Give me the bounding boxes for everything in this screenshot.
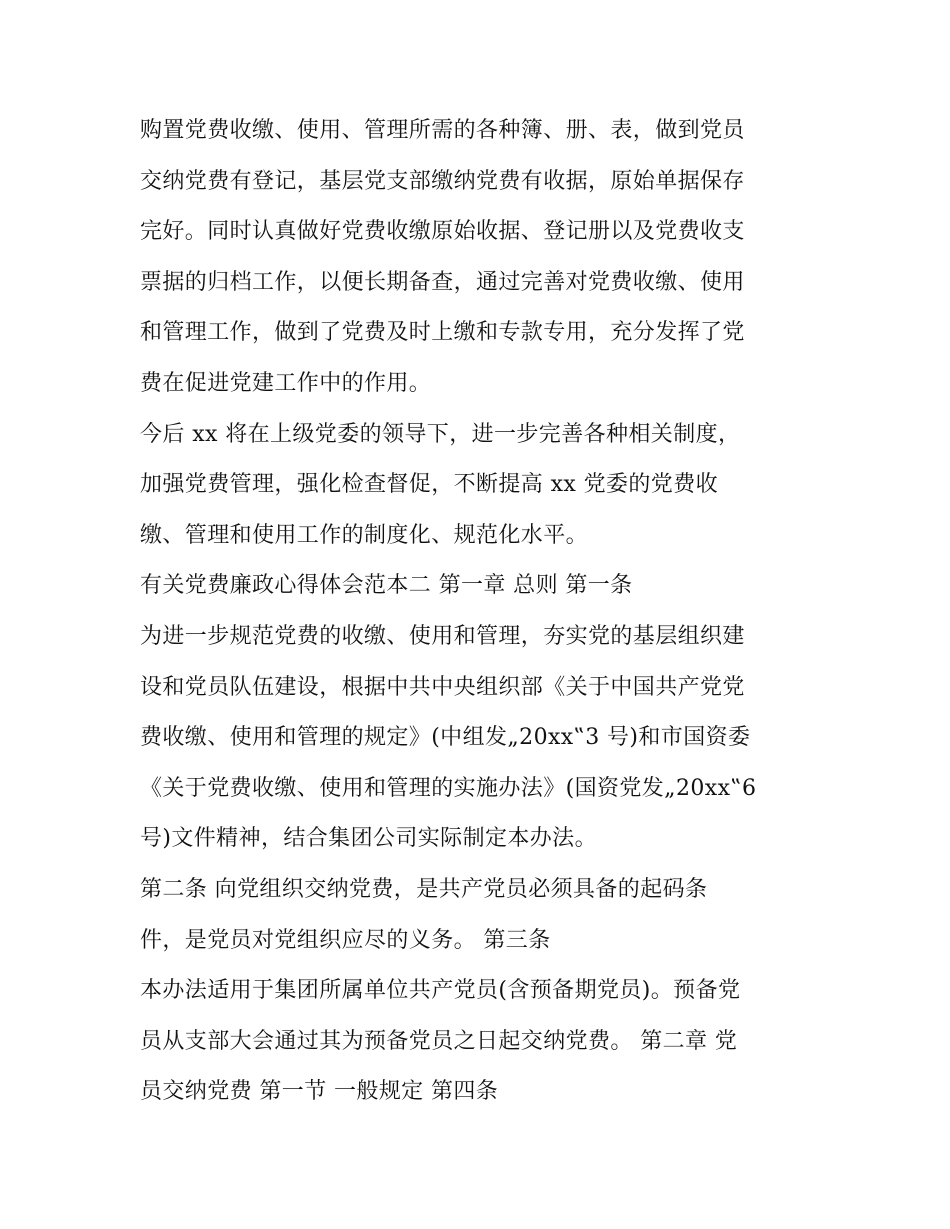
text-line: 购置党费收缴、使用、管理所需的各种簿、册、表，做到党员 — [140, 118, 745, 143]
text-line: 完好。同时认真做好党费收缴原始收据、登记册以及党费收支 — [140, 219, 745, 245]
text-line: 第二条 向党组织交纳党费，是共产党员必须具备的起码条 — [140, 876, 708, 902]
text-line: 号)文件精神，结合集团公司实际制定本办法。 — [140, 826, 597, 852]
text-line: 设和党员队伍建设，根据中共中央组织部《关于中国共产党党 — [140, 674, 745, 700]
text-line: 本办法适用于集团所属单位共产党员(含预备期党员)。预备党 — [140, 978, 741, 1004]
text-line: 费收缴、使用和管理的规定》(中组发„20xx‟3 号)和市国资委 — [140, 725, 751, 751]
text-line: 加强党费管理，强化检查督促，不断提高 xx 党委的党费收 — [140, 472, 719, 498]
text-line: 交纳党费有登记，基层党支部缴纳党费有收据，原始单据保存 — [140, 168, 745, 194]
text-line: 员交纳党费 第一节 一般规定 第四条 — [140, 1079, 499, 1105]
text-line: 件，是党员对党组织应尽的义务。 第三条 — [140, 927, 551, 953]
text-line: 票据的归档工作，以便长期备查，通过完善对党费收缴、使用 — [140, 269, 745, 295]
text-line: 和管理工作，做到了党费及时上缴和专款专用，充分发挥了党 — [140, 320, 745, 346]
section-heading: 有关党费廉政心得体会范本二 第一章 总则 第一条 — [140, 573, 633, 599]
text-line: 缴、管理和使用工作的制度化、规范化水平。 — [140, 522, 589, 548]
document-body — [140, 106, 840, 1118]
text-line: 费在促进党建工作中的作用。 — [140, 370, 432, 396]
text-line: 员从支部大会通过其为预备党员之日起交纳党费。 第二章 党 — [140, 1028, 738, 1054]
text-line: 《关于党费收缴、使用和管理的实施办法》(国资党发„20xx‟6 — [140, 775, 757, 801]
text-line: 今后 xx 将在上级党委的领导下，进一步完善各种相关制度， — [140, 421, 741, 447]
text-line: 为进一步规范党费的收缴、使用和管理，夯实党的基层组织建 — [140, 623, 745, 649]
